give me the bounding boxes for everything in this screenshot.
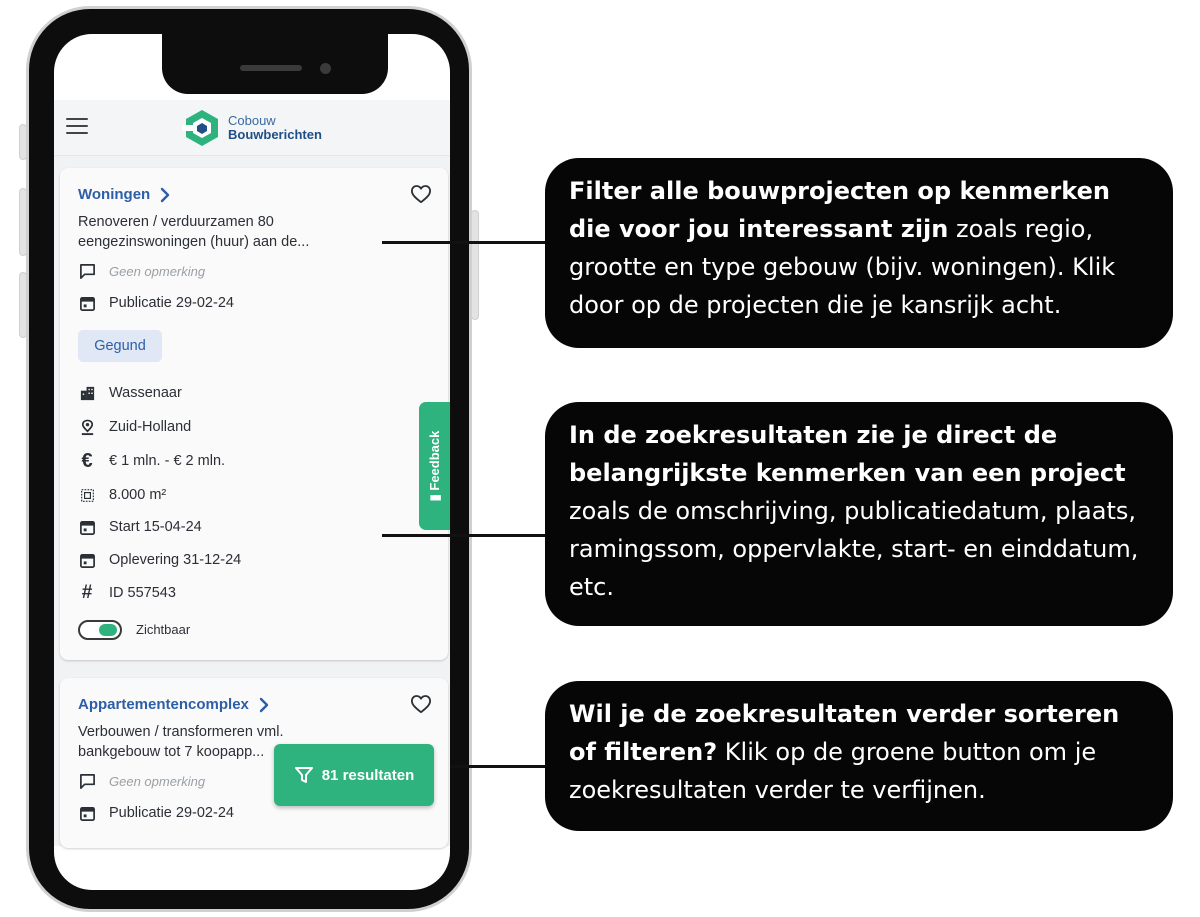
euro-icon: € [81, 449, 93, 472]
publication-row [78, 294, 234, 312]
results-count: 81 resultaten [321, 766, 415, 784]
area-icon [78, 486, 96, 504]
budget-row [78, 449, 226, 472]
filter-icon [294, 765, 314, 785]
toggle-knob [99, 624, 117, 636]
project-category-link[interactable] [78, 696, 269, 713]
project-category: Appartementencomplex [78, 696, 249, 713]
project-category-link[interactable] [78, 186, 170, 203]
app-header [54, 100, 450, 156]
building-icon [78, 384, 96, 402]
project-budget: € 1 mln. - € 2 mln. [109, 453, 226, 469]
feedback-text: Feedback [426, 430, 442, 491]
city-row [78, 384, 182, 402]
front-camera [320, 63, 331, 74]
publication-date: Publicatie 29-02-24 [109, 295, 234, 311]
area-row [78, 486, 166, 504]
heart-icon[interactable] [410, 694, 432, 714]
calendar-icon [78, 518, 96, 536]
project-province: Zuid-Holland [109, 419, 192, 435]
project-start: Start 15-04-24 [109, 519, 202, 535]
project-title[interactable]: Renoveren / verduurzamen 80 eengezinswoningen (huur) aan de... [78, 214, 310, 250]
brand-name-bottom: Bouwberichten [228, 127, 322, 142]
callout-filter [545, 158, 1173, 348]
heart-icon[interactable] [410, 184, 432, 204]
publication-date: Publicatie 29-02-24 [109, 805, 234, 821]
publication-row [78, 804, 234, 822]
remark-text: Geen opmerking [109, 773, 206, 789]
menu-icon[interactable] [66, 118, 88, 136]
remark-text: Geen opmerking [109, 263, 206, 279]
brand-logo[interactable] [182, 106, 322, 150]
location-pin-icon [78, 418, 96, 436]
project-id: ID 557543 [109, 585, 176, 601]
callout-sort-bold: Wil je de zoekresultaten verder sorteren of filteren? [569, 700, 1120, 766]
callout-filter-bold: Filter alle bouwprojecten op kenmerken die voor jou interessant zijn [569, 177, 1110, 243]
phone-screen [54, 34, 450, 890]
comment-icon [78, 772, 96, 790]
remark-row[interactable] [78, 772, 205, 790]
comment-icon [78, 262, 96, 280]
callout-filter-text: zoals regio, grootte en type gebouw (bijv. woningen). Klik door op de projecten die je kansrijk acht. [569, 215, 1116, 319]
delivery-row [78, 551, 241, 569]
results-filter-button[interactable] [274, 744, 434, 806]
speaker-grille [240, 65, 302, 71]
project-delivery: Oplevering 31-12-24 [109, 552, 242, 568]
feedback-label: ▮ Feedback [426, 430, 442, 502]
hash-icon: # [81, 582, 93, 603]
feedback-tab[interactable] [419, 402, 450, 530]
remark-row[interactable] [78, 262, 205, 280]
calendar-icon [78, 551, 96, 569]
calendar-icon [78, 294, 96, 312]
chevron-right-icon [259, 697, 269, 713]
phone-power-button [471, 210, 479, 320]
status-badge: Gegund [78, 330, 162, 362]
chevron-right-icon [160, 187, 170, 203]
results-list[interactable] [54, 156, 450, 846]
start-row [78, 518, 202, 536]
connector-line-3 [450, 765, 546, 768]
callout-sort [545, 681, 1173, 831]
province-row [78, 418, 191, 436]
brand-logo-icon [182, 108, 222, 148]
callout-results-bold: In de zoekresultaten zie je direct de belangrijkste kenmerken van een project [569, 421, 1126, 487]
callout-results [545, 402, 1173, 626]
callout-sort-text: Klik op de groene button om je zoekresultaten verder te verfijnen. [569, 738, 1097, 804]
connector-line-2 [382, 534, 546, 537]
connector-line-1 [382, 241, 546, 244]
id-row [78, 584, 176, 602]
calendar-icon [78, 804, 96, 822]
project-title[interactable]: Verbouwen / transformeren vml. bankgebouw tot 7 koopapp... [78, 724, 284, 760]
callout-results-text: zoals de omschrijving, publicatiedatum, plaats, ramingssom, oppervlakte, start- en einddatum, etc. [569, 497, 1139, 601]
project-category: Woningen [78, 186, 151, 203]
project-area: 8.000 m² [109, 487, 167, 503]
phone-frame [26, 6, 472, 912]
visibility-toggle[interactable] [78, 620, 122, 640]
brand-name-top: Cobouw [228, 113, 276, 128]
visibility-label: Zichtbaar [136, 622, 191, 637]
project-city: Wassenaar [109, 385, 182, 401]
phone-notch [162, 34, 388, 94]
